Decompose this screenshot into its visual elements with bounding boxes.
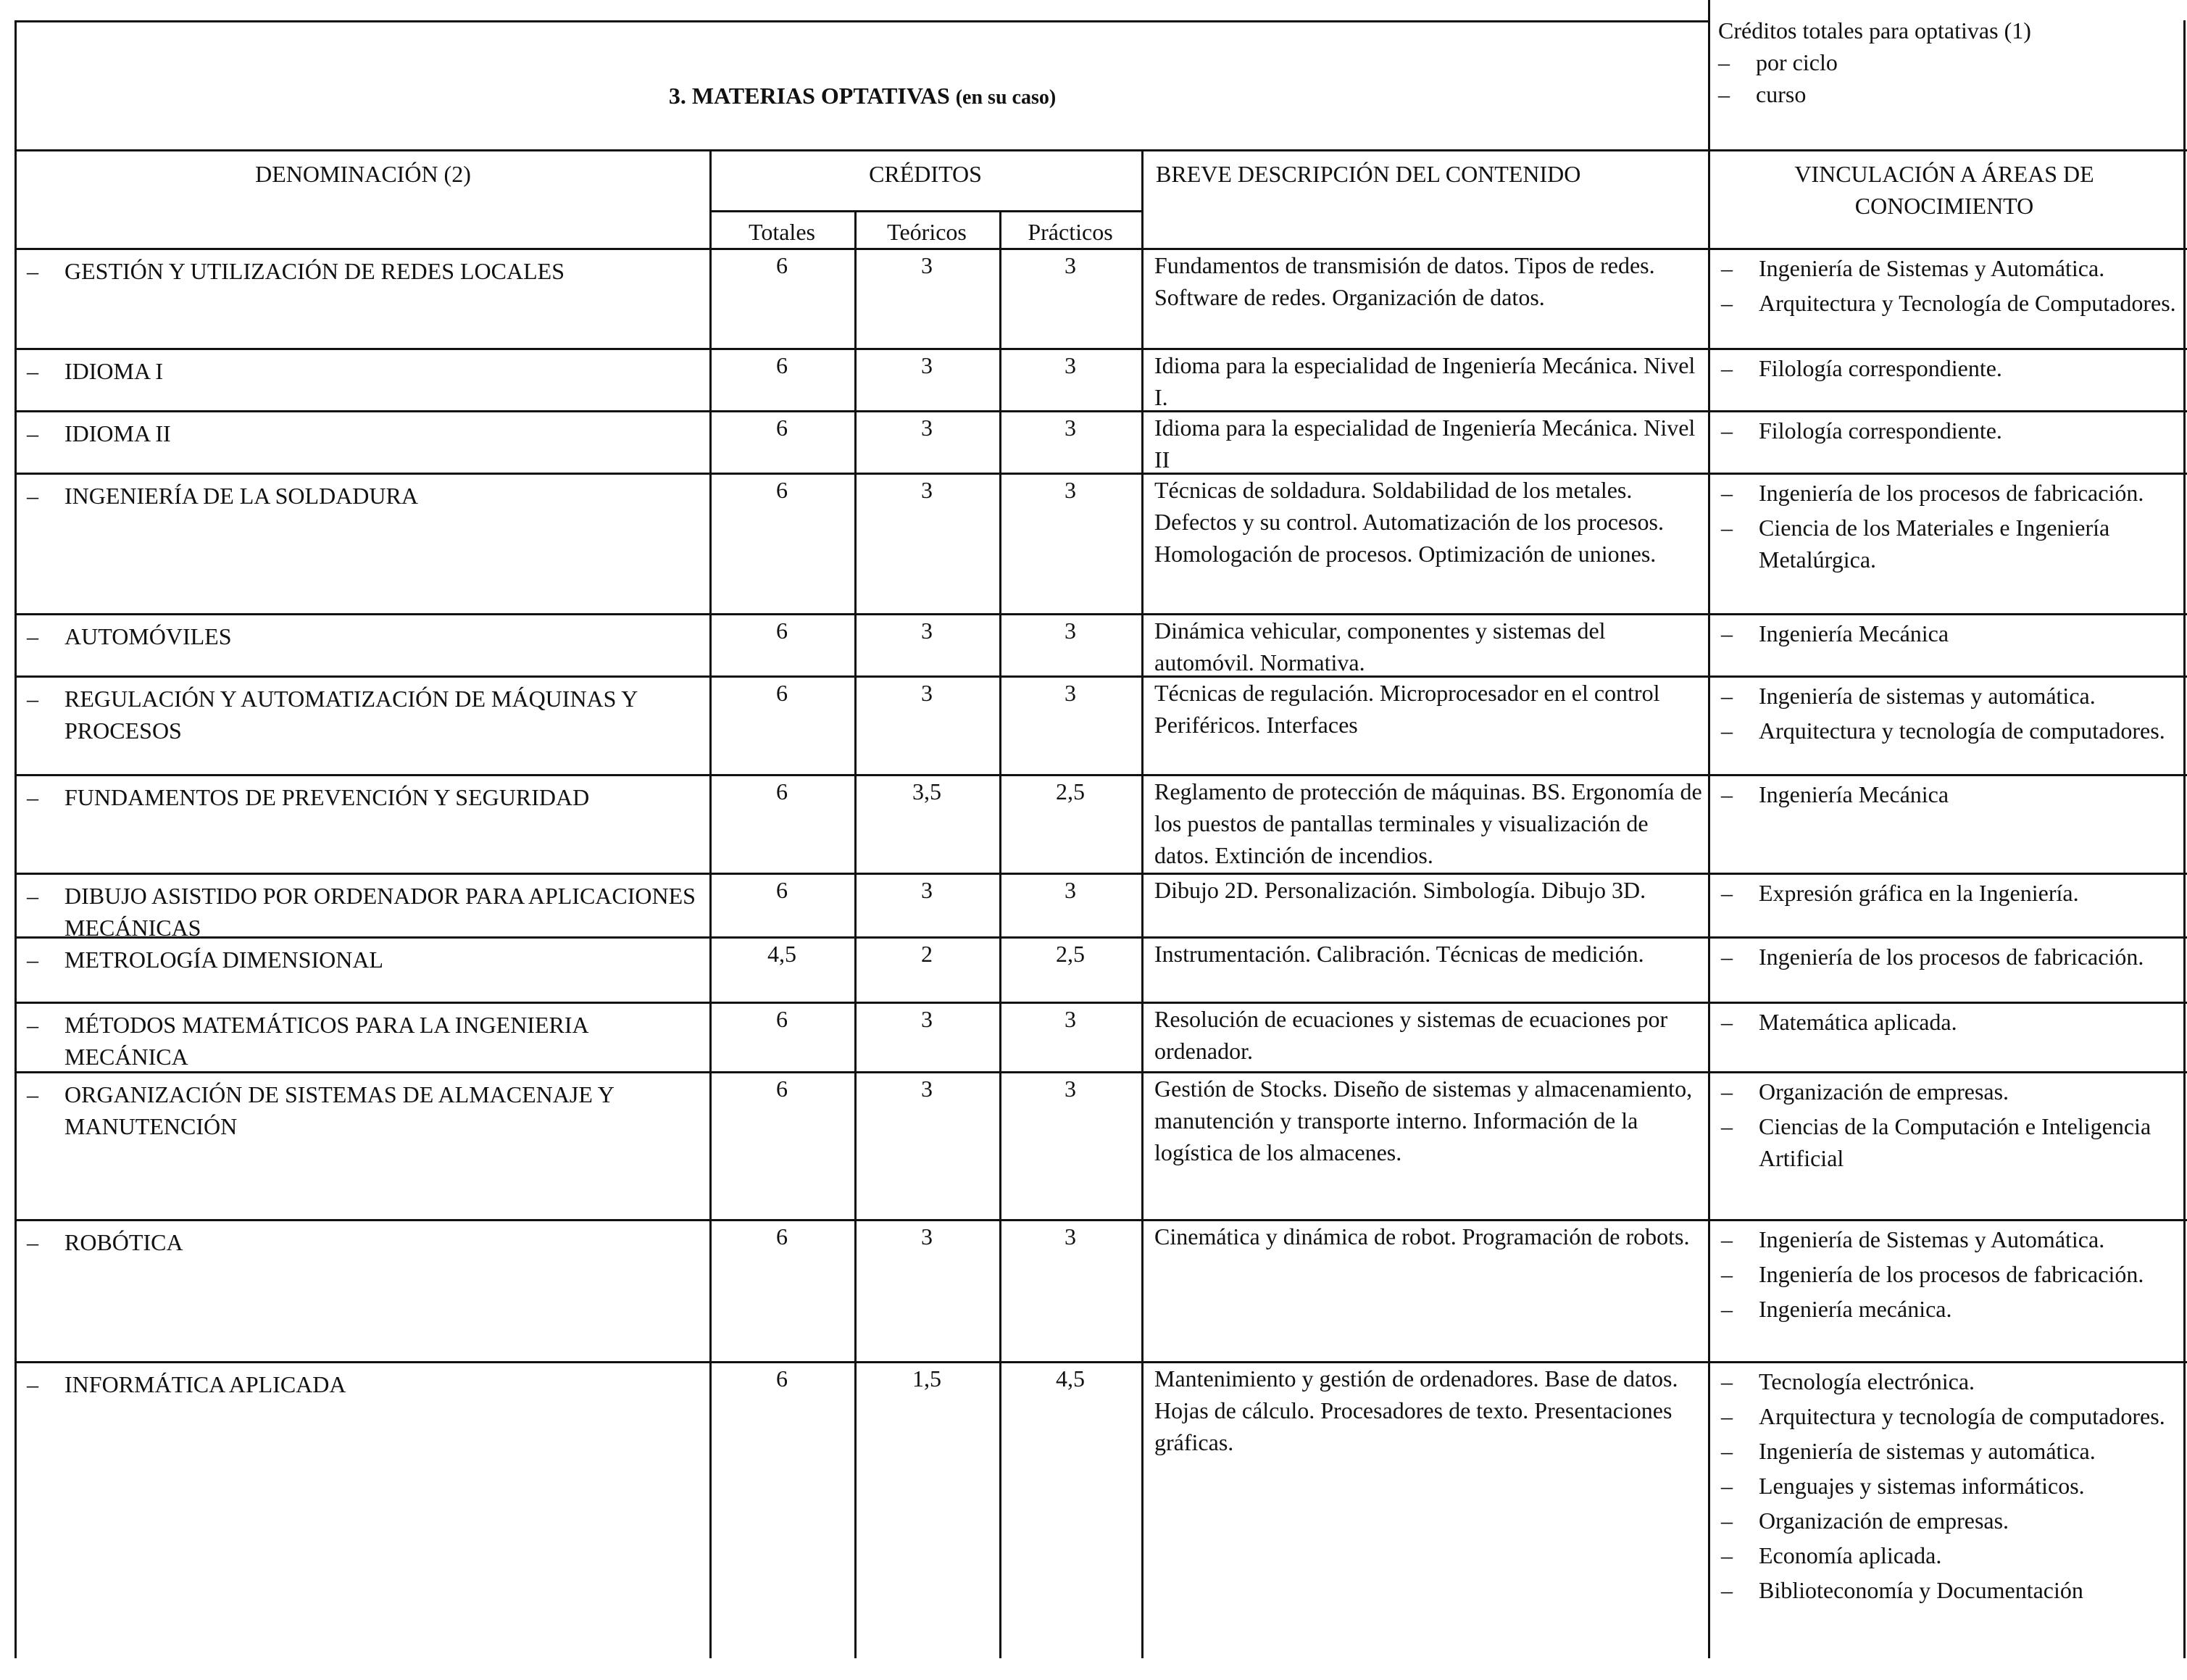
- dash-mark: –: [1721, 290, 1733, 316]
- credits-practicos-value: 3: [1065, 1223, 1076, 1249]
- dash-mark: –: [27, 358, 38, 384]
- rule-col-3: [999, 210, 1001, 1658]
- credits-totales-value: 6: [776, 1076, 788, 1102]
- subject-name-cell: [27, 1368, 701, 1400]
- subject-name: ORGANIZACIÓN DE SISTEMAS DE ALMACENAJE Y MANUTENCIÓN: [64, 1081, 614, 1139]
- dash-mark: –: [1721, 355, 1733, 381]
- page-title: [17, 80, 1708, 114]
- knowledge-area-item: [1721, 1076, 2182, 1107]
- credits-teoricos-value: 3: [921, 1006, 933, 1032]
- credits-teoricos-value: 3: [921, 415, 933, 441]
- subject-description: Dibujo 2D. Personalización. Simbología. Dibujo 3D.: [1154, 877, 1646, 903]
- subject-description: Idioma para la especialidad de Ingeniería Mecánica. Nivel II: [1154, 415, 1696, 473]
- knowledge-areas: [1721, 941, 2182, 976]
- rule-header-bottom: [17, 149, 2187, 151]
- knowledge-area-item: [1721, 1574, 2182, 1606]
- credits-teoricos-value: 1,5: [912, 1365, 941, 1392]
- subject-name-cell: [27, 683, 701, 747]
- knowledge-area-text: Arquitectura y tecnología de computadores.: [1759, 1403, 2165, 1429]
- subject-description: Instrumentación. Calibración. Técnicas de medición.: [1154, 941, 1644, 967]
- col-header-descripcion: BREVE DESCRIPCIÓN DEL CONTENIDO: [1156, 161, 1581, 187]
- credits-box: [1718, 14, 2182, 110]
- subject-name-cell: [27, 480, 701, 512]
- knowledge-area-item: [1721, 415, 2182, 446]
- dash-mark: –: [1721, 1542, 1733, 1568]
- subject-name: METROLOGÍA DIMENSIONAL: [64, 947, 383, 973]
- dash-mark: –: [27, 623, 38, 649]
- credits-totales-value: 6: [776, 1365, 788, 1392]
- dash-mark: –: [27, 1012, 38, 1038]
- knowledge-area-text: Ingeniería de sistemas y automática.: [1759, 1438, 2096, 1464]
- dash-mark: –: [1721, 944, 1733, 970]
- subject-description: Idioma para la especialidad de Ingeniería Mecánica. Nivel I.: [1154, 352, 1696, 410]
- dash-mark: –: [1721, 781, 1733, 807]
- rule-header-divider: [1708, 0, 1710, 248]
- credits-teoricos-value: 3: [921, 877, 933, 903]
- dash-mark: –: [1721, 1296, 1733, 1322]
- dash-mark: –: [27, 420, 38, 446]
- credits-totales-value: 6: [776, 252, 788, 278]
- credits-practicos-value: 3: [1065, 680, 1076, 706]
- subject-name: MÉTODOS MATEMÁTICOS PARA LA INGENIERIA MECÁNICA: [64, 1012, 588, 1070]
- knowledge-areas: [1721, 477, 2182, 578]
- credits-totales-value: 4,5: [767, 941, 796, 967]
- dash-mark: –: [27, 1081, 38, 1107]
- dash-mark: –: [1721, 255, 1733, 281]
- credits-teoricos-value: 3: [921, 352, 933, 378]
- subject-name-cell: [27, 781, 701, 813]
- dash-mark: –: [1721, 683, 1733, 709]
- credits-practicos-value: 3: [1065, 617, 1076, 644]
- subject-name: GESTIÓN Y UTILIZACIÓN DE REDES LOCALES: [64, 258, 565, 284]
- knowledge-areas: [1721, 680, 2182, 749]
- credits-teoricos-value: 3: [921, 252, 933, 278]
- subject-name-cell: [27, 620, 701, 652]
- subject-name-cell: [27, 1078, 701, 1142]
- credits-practicos-value: 2,5: [1056, 778, 1085, 804]
- knowledge-area-item: [1721, 1365, 2182, 1397]
- dash-mark: –: [27, 258, 38, 284]
- col-header-vinculacion: VINCULACIÓN A ÁREAS DE CONOCIMIENTO: [1794, 161, 2094, 219]
- subject-name-cell: [27, 1226, 701, 1258]
- dash-mark: –: [27, 784, 38, 810]
- dash-mark: –: [1721, 1508, 1733, 1534]
- knowledge-area-text: Biblioteconomía y Documentación: [1759, 1577, 2083, 1603]
- knowledge-areas: [1721, 252, 2182, 322]
- credits-totales-value: 6: [776, 415, 788, 441]
- credits-box-heading: Créditos totales para optativas (1): [1718, 17, 2031, 43]
- credits-teoricos-value: 3: [921, 680, 933, 706]
- dash-mark: –: [1721, 1438, 1733, 1464]
- credits-practicos-value: 3: [1065, 1076, 1076, 1102]
- subject-name: DIBUJO ASISTIDO POR ORDENADOR PARA APLICACIONES MECÁNICAS: [64, 883, 696, 941]
- credits-totales-value: 6: [776, 1223, 788, 1249]
- knowledge-area-item: [1721, 1258, 2182, 1290]
- credits-box-item: [1718, 46, 2182, 78]
- dash-mark: –: [1721, 1078, 1733, 1105]
- knowledge-area-text: Filología correspondiente.: [1759, 417, 2002, 444]
- knowledge-area-text: Ingeniería Mecánica: [1759, 620, 1949, 646]
- dash-mark: –: [27, 483, 38, 509]
- subject-name-cell: [27, 944, 701, 976]
- subject-name-cell: [27, 255, 701, 287]
- dash-mark: –: [1718, 49, 1730, 75]
- credits-teoricos-value: 3: [921, 1076, 933, 1102]
- credits-teoricos-value: 3,5: [912, 778, 941, 804]
- knowledge-area-text: Ingeniería mecánica.: [1759, 1296, 1952, 1322]
- credits-teoricos-value: 3: [921, 1223, 933, 1249]
- credits-practicos-value: 4,5: [1056, 1365, 1085, 1392]
- credits-totales-value: 6: [776, 680, 788, 706]
- knowledge-areas: [1721, 352, 2182, 387]
- knowledge-area-text: Ciencia de los Materiales e Ingeniería Metalúrgica.: [1759, 515, 2110, 573]
- knowledge-area-item: [1721, 877, 2182, 909]
- knowledge-areas: [1721, 617, 2182, 652]
- knowledge-area-text: Matemática aplicada.: [1759, 1009, 1957, 1035]
- col-header-creditos: CRÉDITOS: [869, 161, 982, 187]
- knowledge-area-text: Expresión gráfica en la Ingeniería.: [1759, 880, 2079, 906]
- subject-description: Fundamentos de transmisión de datos. Tipos de redes. Software de redes. Organización de datos.: [1154, 252, 1655, 310]
- subject-description: Resolución de ecuaciones y sistemas de ecuaciones por ordenador.: [1154, 1006, 1668, 1064]
- knowledge-area-item: [1721, 477, 2182, 509]
- knowledge-areas: [1721, 415, 2182, 449]
- knowledge-area-item: [1721, 1435, 2182, 1467]
- rule-top: [17, 20, 1708, 22]
- subject-name: IDIOMA I: [64, 358, 163, 384]
- dash-mark: –: [27, 1371, 38, 1397]
- subject-name: ROBÓTICA: [64, 1229, 183, 1255]
- credits-box-item-text: por ciclo: [1756, 49, 1838, 75]
- dash-mark: –: [1721, 718, 1733, 744]
- subject-name: REGULACIÓN Y AUTOMATIZACIÓN DE MÁQUINAS Y PROCESOS: [64, 686, 638, 744]
- knowledge-area-text: Ingeniería de sistemas y automática.: [1759, 683, 2096, 709]
- knowledge-area-item: [1721, 778, 2182, 810]
- knowledge-area-item: [1721, 1470, 2182, 1502]
- optional-subjects-table: [14, 17, 2186, 1658]
- rule-col-4: [1141, 149, 1144, 1658]
- rule-col-5: [1708, 248, 1710, 1658]
- knowledge-area-item: [1721, 1505, 2182, 1536]
- col-header-denominacion: DENOMINACIÓN (2): [255, 161, 471, 187]
- knowledge-area-text: Ingeniería Mecánica: [1759, 781, 1949, 807]
- dash-mark: –: [1721, 1577, 1733, 1603]
- col-header-totales: Totales: [749, 219, 815, 245]
- subject-description: Técnicas de soldadura. Soldabilidad de los metales. Defectos y su control. Automatización de los procesos. Homologación de procesos. Optimización de uniones.: [1154, 477, 1664, 567]
- knowledge-area-text: Ingeniería de los procesos de fabricación.: [1759, 944, 2144, 970]
- credits-box-item: [1718, 78, 2182, 110]
- dash-mark: –: [1721, 880, 1733, 906]
- subject-description: Reglamento de protección de máquinas. BS. Ergonomía de los puestos de pantallas terminales y visualización de datos. Extinción de incendios.: [1154, 778, 1702, 868]
- page-title-text: 3. MATERIAS OPTATIVAS: [668, 83, 950, 109]
- credits-practicos-value: 3: [1065, 352, 1076, 378]
- dash-mark: –: [1721, 417, 1733, 444]
- knowledge-areas: [1721, 1076, 2182, 1177]
- credits-teoricos-value: 3: [921, 477, 933, 503]
- subject-description: Técnicas de regulación. Microprocesador en el control Periféricos. Interfaces: [1154, 680, 1660, 738]
- knowledge-areas: [1721, 1006, 2182, 1041]
- dash-mark: –: [1721, 515, 1733, 541]
- subject-name: IDIOMA II: [64, 420, 171, 446]
- subject-description: Gestión de Stocks. Diseño de sistemas y almacenamiento, manutención y transporte interno. Información de la logística de los almacenes.: [1154, 1076, 1693, 1165]
- credits-practicos-value: 3: [1065, 477, 1076, 503]
- knowledge-area-item: [1721, 287, 2182, 319]
- subject-name: AUTOMÓVILES: [64, 623, 232, 649]
- knowledge-area-item: [1721, 680, 2182, 712]
- col-header-teoricos: Teóricos: [887, 219, 967, 245]
- knowledge-area-text: Organización de empresas.: [1759, 1508, 2009, 1534]
- knowledge-area-item: [1721, 617, 2182, 649]
- rule-col-2: [854, 210, 857, 1658]
- knowledge-area-item: [1721, 1223, 2182, 1255]
- dash-mark: –: [1721, 1473, 1733, 1499]
- knowledge-area-text: Ingeniería de los procesos de fabricación.: [1759, 480, 2144, 506]
- credits-practicos-value: 3: [1065, 415, 1076, 441]
- subject-description: Cinemática y dinámica de robot. Programación de robots.: [1154, 1223, 1690, 1249]
- rule-col-1: [709, 149, 712, 1658]
- knowledge-area-text: Filología correspondiente.: [1759, 355, 2002, 381]
- dash-mark: –: [1721, 1261, 1733, 1287]
- knowledge-area-text: Lenguajes y sistemas informáticos.: [1759, 1473, 2085, 1499]
- dash-mark: –: [1721, 1403, 1733, 1429]
- col-header-practicos: Prácticos: [1028, 219, 1113, 245]
- knowledge-area-item: [1721, 1110, 2182, 1174]
- knowledge-area-text: Ingeniería de Sistemas y Automática.: [1759, 1226, 2105, 1252]
- knowledge-areas: [1721, 1365, 2182, 1609]
- credits-practicos-value: 3: [1065, 1006, 1076, 1032]
- dash-mark: –: [1721, 1226, 1733, 1252]
- dash-mark: –: [27, 1229, 38, 1255]
- credits-teoricos-value: 3: [921, 617, 933, 644]
- knowledge-area-text: Organización de empresas.: [1759, 1078, 2009, 1105]
- subject-name-cell: [27, 880, 701, 944]
- credits-practicos-value: 2,5: [1056, 941, 1085, 967]
- credits-practicos-value: 3: [1065, 252, 1076, 278]
- subject-name: FUNDAMENTOS DE PREVENCIÓN Y SEGURIDAD: [64, 784, 590, 810]
- dash-mark: –: [1721, 1009, 1733, 1035]
- knowledge-area-item: [1721, 1006, 2182, 1038]
- dash-mark: –: [1718, 81, 1730, 107]
- dash-mark: –: [1721, 1113, 1733, 1139]
- knowledge-area-item: [1721, 1293, 2182, 1325]
- knowledge-area-item: [1721, 512, 2182, 575]
- subject-name-cell: [27, 417, 701, 449]
- rule-credits-sub: [709, 210, 1141, 212]
- knowledge-area-text: Ciencias de la Computación e Inteligencia Artificial: [1759, 1113, 2151, 1171]
- subject-description: Dinámica vehicular, componentes y sistemas del automóvil. Normativa.: [1154, 617, 1606, 675]
- credits-box-item-text: curso: [1756, 81, 1807, 107]
- credits-totales-value: 6: [776, 617, 788, 644]
- knowledge-area-item: [1721, 252, 2182, 284]
- credits-totales-value: 6: [776, 477, 788, 503]
- page-title-suffix: (en su caso): [955, 86, 1057, 109]
- dash-mark: –: [1721, 620, 1733, 646]
- knowledge-area-text: Economía aplicada.: [1759, 1542, 1942, 1568]
- subject-name-cell: [27, 1009, 701, 1073]
- knowledge-areas: [1721, 877, 2182, 912]
- credits-totales-value: 6: [776, 778, 788, 804]
- dash-mark: –: [27, 686, 38, 712]
- subject-name: INFORMÁTICA APLICADA: [64, 1371, 346, 1397]
- credits-teoricos-value: 2: [921, 941, 933, 967]
- credits-totales-value: 6: [776, 877, 788, 903]
- knowledge-area-item: [1721, 1539, 2182, 1571]
- knowledge-area-item: [1721, 1400, 2182, 1432]
- dash-mark: –: [27, 947, 38, 973]
- dash-mark: –: [1721, 1368, 1733, 1394]
- credits-totales-value: 6: [776, 352, 788, 378]
- knowledge-area-text: Arquitectura y Tecnología de Computadores.: [1759, 290, 2176, 316]
- knowledge-area-item: [1721, 715, 2182, 747]
- knowledge-area-text: Ingeniería de los procesos de fabricación.: [1759, 1261, 2144, 1287]
- knowledge-area-text: Tecnología electrónica.: [1759, 1368, 1975, 1394]
- knowledge-areas: [1721, 778, 2182, 813]
- knowledge-area-item: [1721, 352, 2182, 384]
- subject-description: Mantenimiento y gestión de ordenadores. Base de datos. Hojas de cálculo. Procesadores de texto. Presentaciones gráficas.: [1154, 1365, 1678, 1455]
- knowledge-area-text: Ingeniería de Sistemas y Automática.: [1759, 255, 2105, 281]
- knowledge-areas: [1721, 1223, 2182, 1328]
- credits-totales-value: 6: [776, 1006, 788, 1032]
- dash-mark: –: [1721, 480, 1733, 506]
- knowledge-area-item: [1721, 941, 2182, 973]
- dash-mark: –: [27, 883, 38, 909]
- credits-practicos-value: 3: [1065, 877, 1076, 903]
- subject-name-cell: [27, 355, 701, 387]
- subject-name: INGENIERÍA DE LA SOLDADURA: [64, 483, 418, 509]
- knowledge-area-text: Arquitectura y tecnología de computadores.: [1759, 718, 2165, 744]
